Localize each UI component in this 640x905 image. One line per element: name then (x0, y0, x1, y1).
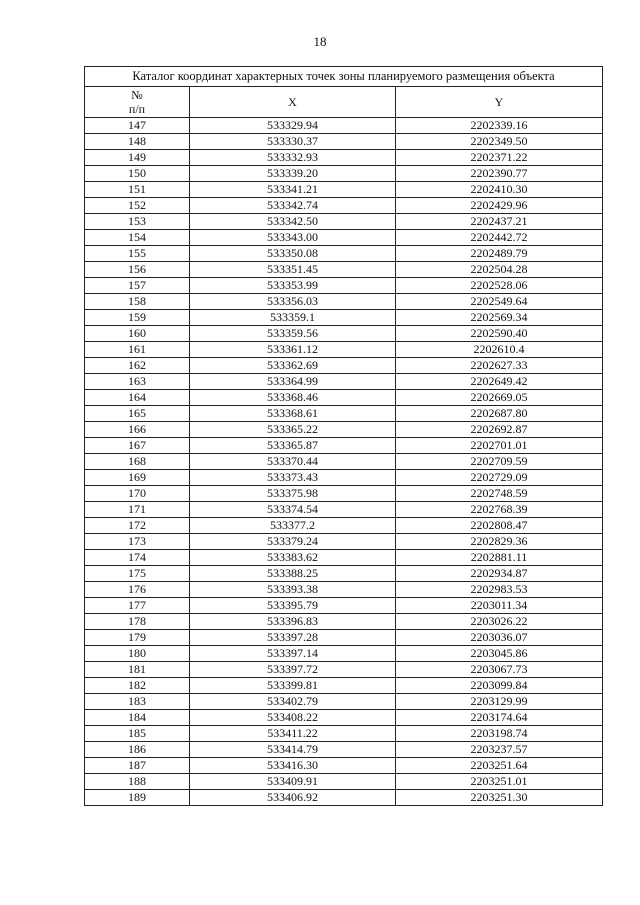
cell-x: 533353.99 (190, 278, 396, 294)
cell-x: 533370.44 (190, 454, 396, 470)
cell-y: 2203251.01 (396, 774, 603, 790)
cell-y: 2202528.06 (396, 278, 603, 294)
cell-x: 533379.24 (190, 534, 396, 550)
column-header-number-line2: п/п (128, 102, 146, 116)
cell-x: 533397.14 (190, 646, 396, 662)
cell-x: 533375.98 (190, 486, 396, 502)
cell-point-number: 183 (85, 694, 190, 710)
cell-y: 2203045.86 (396, 646, 603, 662)
table-row (85, 438, 603, 454)
cell-y: 2202410.30 (396, 182, 603, 198)
cell-point-number: 171 (85, 502, 190, 518)
table-row (85, 678, 603, 694)
cell-x: 533365.22 (190, 422, 396, 438)
cell-y: 2202610.4 (396, 342, 603, 358)
table-row (85, 582, 603, 598)
cell-x: 533408.22 (190, 710, 396, 726)
cell-x: 533393.38 (190, 582, 396, 598)
cell-x: 533359.56 (190, 326, 396, 342)
table-row (85, 422, 603, 438)
cell-point-number: 154 (85, 230, 190, 246)
column-header-number-line1: № (131, 88, 143, 102)
cell-point-number: 150 (85, 166, 190, 182)
table-body (85, 118, 603, 806)
cell-y: 2202709.59 (396, 454, 603, 470)
cell-x: 533414.79 (190, 742, 396, 758)
cell-point-number: 155 (85, 246, 190, 262)
column-header-y: Y (396, 87, 603, 118)
cell-x: 533388.25 (190, 566, 396, 582)
cell-x: 533332.93 (190, 150, 396, 166)
cell-y: 2203067.73 (396, 662, 603, 678)
cell-y: 2202437.21 (396, 214, 603, 230)
cell-point-number: 188 (85, 774, 190, 790)
cell-point-number: 159 (85, 310, 190, 326)
table-row (85, 486, 603, 502)
cell-x: 533383.62 (190, 550, 396, 566)
table-row (85, 230, 603, 246)
cell-point-number: 151 (85, 182, 190, 198)
cell-y: 2202649.42 (396, 374, 603, 390)
cell-x: 533330.37 (190, 134, 396, 150)
cell-point-number: 173 (85, 534, 190, 550)
cell-y: 2202701.01 (396, 438, 603, 454)
cell-y: 2202549.64 (396, 294, 603, 310)
table-row (85, 534, 603, 550)
cell-point-number: 186 (85, 742, 190, 758)
cell-y: 2202687.80 (396, 406, 603, 422)
cell-y: 2202808.47 (396, 518, 603, 534)
cell-y: 2202569.34 (396, 310, 603, 326)
cell-point-number: 158 (85, 294, 190, 310)
cell-x: 533397.72 (190, 662, 396, 678)
cell-point-number: 164 (85, 390, 190, 406)
table-row (85, 262, 603, 278)
cell-y: 2203237.57 (396, 742, 603, 758)
cell-y: 2203251.64 (396, 758, 603, 774)
cell-point-number: 149 (85, 150, 190, 166)
cell-x: 533399.81 (190, 678, 396, 694)
table-row (85, 470, 603, 486)
cell-x: 533351.45 (190, 262, 396, 278)
cell-x: 533373.43 (190, 470, 396, 486)
table-row (85, 662, 603, 678)
cell-y: 2202627.33 (396, 358, 603, 374)
cell-point-number: 169 (85, 470, 190, 486)
cell-point-number: 157 (85, 278, 190, 294)
cell-point-number: 184 (85, 710, 190, 726)
table-row (85, 278, 603, 294)
cell-point-number: 180 (85, 646, 190, 662)
table-row (85, 694, 603, 710)
cell-y: 2202371.22 (396, 150, 603, 166)
table-row (85, 374, 603, 390)
cell-x: 533377.2 (190, 518, 396, 534)
cell-point-number: 185 (85, 726, 190, 742)
page-number: 18 (313, 34, 327, 49)
cell-point-number: 167 (85, 438, 190, 454)
cell-y: 2202504.28 (396, 262, 603, 278)
table-row (85, 774, 603, 790)
table-row (85, 598, 603, 614)
table-row (85, 390, 603, 406)
cell-point-number: 152 (85, 198, 190, 214)
table-row (85, 646, 603, 662)
cell-y: 2202983.53 (396, 582, 603, 598)
table-row (85, 758, 603, 774)
table-row (85, 710, 603, 726)
cell-y: 2203036.07 (396, 630, 603, 646)
table-row (85, 310, 603, 326)
table-row (85, 342, 603, 358)
cell-y: 2202729.09 (396, 470, 603, 486)
cell-point-number: 156 (85, 262, 190, 278)
cell-x: 533365.87 (190, 438, 396, 454)
cell-point-number: 174 (85, 550, 190, 566)
table-row (85, 326, 603, 342)
cell-x: 533416.30 (190, 758, 396, 774)
cell-x: 533374.54 (190, 502, 396, 518)
cell-y: 2202339.16 (396, 118, 603, 134)
cell-x: 533329.94 (190, 118, 396, 134)
table-row (85, 566, 603, 582)
cell-x: 533397.28 (190, 630, 396, 646)
cell-point-number: 181 (85, 662, 190, 678)
cell-point-number: 168 (85, 454, 190, 470)
cell-x: 533359.1 (190, 310, 396, 326)
cell-point-number: 179 (85, 630, 190, 646)
cell-y: 2202489.79 (396, 246, 603, 262)
coordinates-table (84, 66, 603, 806)
table-row (85, 742, 603, 758)
cell-x: 533361.12 (190, 342, 396, 358)
table-row (85, 134, 603, 150)
cell-y: 2203026.22 (396, 614, 603, 630)
table-row (85, 214, 603, 230)
cell-x: 533402.79 (190, 694, 396, 710)
table-row (85, 454, 603, 470)
column-header-number (85, 87, 190, 118)
cell-point-number: 165 (85, 406, 190, 422)
cell-point-number: 153 (85, 214, 190, 230)
cell-y: 2203174.64 (396, 710, 603, 726)
table-row (85, 630, 603, 646)
column-header-x: X (190, 87, 396, 118)
cell-x: 533350.08 (190, 246, 396, 262)
cell-point-number: 161 (85, 342, 190, 358)
table-row (85, 614, 603, 630)
cell-x: 533356.03 (190, 294, 396, 310)
cell-point-number: 162 (85, 358, 190, 374)
cell-x: 533368.46 (190, 390, 396, 406)
table-title: Каталог координат характерных точек зоны планируемого размещения объекта (85, 67, 603, 87)
table-row (85, 790, 603, 806)
cell-x: 533362.69 (190, 358, 396, 374)
table-row (85, 198, 603, 214)
cell-y: 2202829.36 (396, 534, 603, 550)
cell-x: 533364.99 (190, 374, 396, 390)
cell-point-number: 177 (85, 598, 190, 614)
cell-point-number: 163 (85, 374, 190, 390)
cell-point-number: 148 (85, 134, 190, 150)
cell-y: 2203099.84 (396, 678, 603, 694)
cell-y: 2202881.11 (396, 550, 603, 566)
cell-y: 2203011.34 (396, 598, 603, 614)
cell-x: 533339.20 (190, 166, 396, 182)
cell-point-number: 166 (85, 422, 190, 438)
cell-y: 2202349.50 (396, 134, 603, 150)
cell-x: 533368.61 (190, 406, 396, 422)
cell-y: 2202442.72 (396, 230, 603, 246)
cell-point-number: 172 (85, 518, 190, 534)
cell-y: 2202669.05 (396, 390, 603, 406)
cell-x: 533341.21 (190, 182, 396, 198)
cell-x: 533343.00 (190, 230, 396, 246)
cell-y: 2203129.99 (396, 694, 603, 710)
cell-y: 2203251.30 (396, 790, 603, 806)
table-row (85, 502, 603, 518)
cell-x: 533342.50 (190, 214, 396, 230)
cell-y: 2202768.39 (396, 502, 603, 518)
cell-x: 533342.74 (190, 198, 396, 214)
cell-y: 2202390.77 (396, 166, 603, 182)
cell-point-number: 175 (85, 566, 190, 582)
cell-x: 533409.91 (190, 774, 396, 790)
cell-y: 2202748.59 (396, 486, 603, 502)
cell-x: 533406.92 (190, 790, 396, 806)
cell-point-number: 182 (85, 678, 190, 694)
cell-y: 2202590.40 (396, 326, 603, 342)
cell-point-number: 176 (85, 582, 190, 598)
table-row (85, 118, 603, 134)
table-row (85, 550, 603, 566)
cell-point-number: 147 (85, 118, 190, 134)
cell-y: 2202934.87 (396, 566, 603, 582)
table-row (85, 246, 603, 262)
cell-y: 2202692.87 (396, 422, 603, 438)
cell-point-number: 178 (85, 614, 190, 630)
table-row (85, 518, 603, 534)
table-row (85, 726, 603, 742)
table-row (85, 294, 603, 310)
cell-point-number: 187 (85, 758, 190, 774)
table-row (85, 358, 603, 374)
cell-y: 2203198.74 (396, 726, 603, 742)
cell-y: 2202429.96 (396, 198, 603, 214)
cell-point-number: 160 (85, 326, 190, 342)
cell-point-number: 189 (85, 790, 190, 806)
table-row (85, 406, 603, 422)
cell-x: 533395.79 (190, 598, 396, 614)
cell-x: 533411.22 (190, 726, 396, 742)
table-row (85, 182, 603, 198)
table-row (85, 150, 603, 166)
table-row (85, 166, 603, 182)
cell-x: 533396.83 (190, 614, 396, 630)
cell-point-number: 170 (85, 486, 190, 502)
